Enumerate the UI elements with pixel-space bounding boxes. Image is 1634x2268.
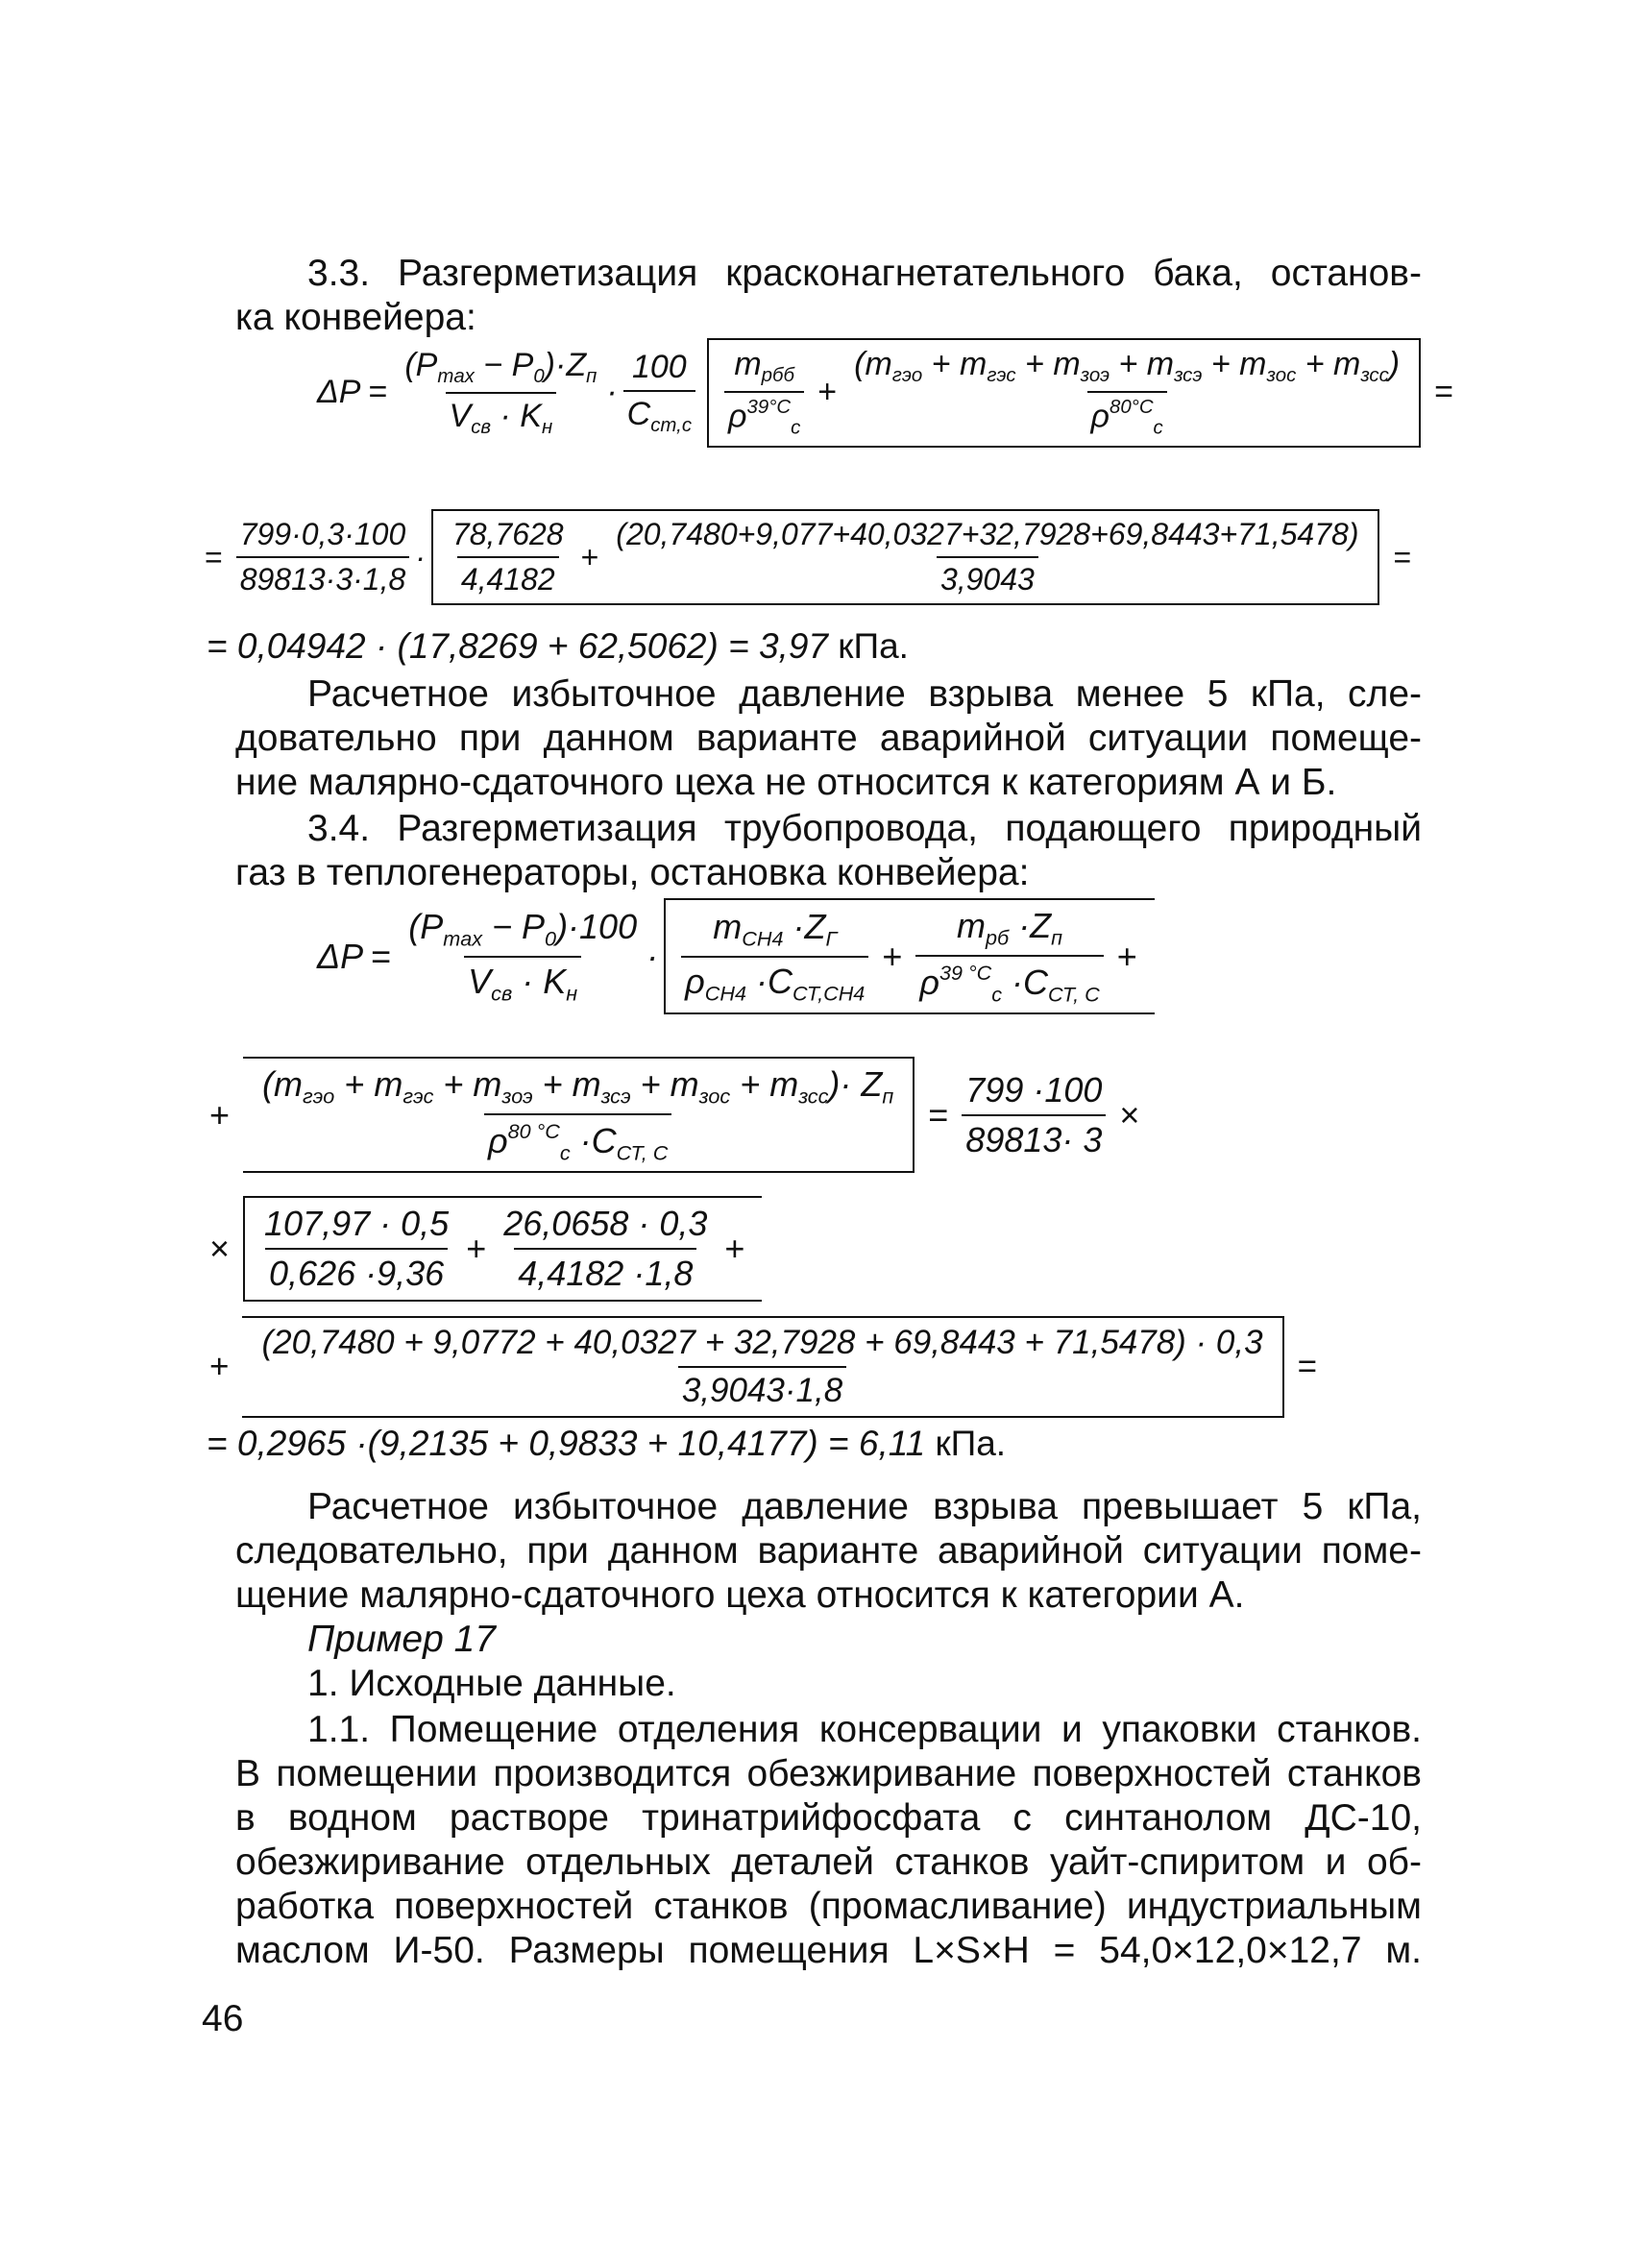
paragraph: Расчетное избыточное давление взрыва менее 5 кПа, сле- bbox=[307, 673, 1422, 715]
paragraph: щение малярно-сдаточного цеха относится к категории А. bbox=[235, 1574, 1245, 1616]
formula-1-numeric: = $\frac{799\cdot 0,3\cdot 100}{89813\cdot 3\cdot 1,8}$ · $\frac{78,7628}{4,4182}$ + $\frac{(20,7480+9,077+40,0327+32,7928+69,8443+71,5478)}{3,9043}$ = bbox=[197, 509, 1419, 605]
formula-5: + (20,7480 + 9,0772 + 40,0327 + 32,7928 + 69,8443 + 71,5478) · 0,3 3,9043·1,8 = bbox=[202, 1316, 1325, 1418]
fraction: $\frac{m_{CH4} \cdot Z_Г}{\rho_{CH4} \cdot C_{СТ,CH4}}$ bbox=[681, 907, 868, 1006]
fraction: $\frac{(m_{гэо} + m_{гэс} + m_{зоэ} + m_{зсэ} + m_{зос} + m_{зсс})}{\rho^{80^\circ С}_с}$ bbox=[854, 346, 1401, 439]
paragraph: ние малярно-сдаточного цеха не относится к категориям А и Б. bbox=[235, 762, 1337, 803]
fraction: $\frac{(m_{гэо} + m_{гэс} + m_{зоэ} + m_{зсэ} + m_{зос} + m_{зсс})\cdot Z_п}{\rho^{80 ^\circ C}_с \cdot C_{СТ, С}}$ bbox=[262, 1064, 894, 1165]
paragraph: маслом И-50. Размеры помещения L×S×H = 54,0×12,0×12,7 м. bbox=[235, 1930, 1422, 1971]
fraction: (20,7480 + 9,0772 + 40,0327 + 32,7928 + 69,8443 + 71,5478) · 0,3 3,9043·1,8 bbox=[261, 1324, 1263, 1409]
section-3-3-heading-cont bbox=[235, 296, 1422, 340]
fraction: $\frac{m_{рбб}}{\rho^{39^\circ С}_с}$ bbox=[724, 346, 804, 440]
formula-4: × $\frac{107,97 \cdot 0,5}{0,626 \cdot 9,36}$ + $\frac{26,0658 \cdot 0,3}{4,4182 \cdot 1,8}$ + bbox=[202, 1196, 768, 1302]
formula-lhs: ΔP bbox=[317, 374, 361, 411]
fraction: $\frac{799\cdot 0,3\cdot 100}{89813\cdot 3\cdot 1,8}$ bbox=[236, 517, 410, 597]
square-bracket bbox=[243, 1057, 915, 1173]
section-3-4-heading: 3.4. Разгерметизация трубопровода, подающего природный bbox=[307, 808, 1422, 849]
paragraph: обезжиривание отдельных деталей станков уайт-спиритом и об- bbox=[235, 1841, 1422, 1883]
paragraph: В помещении производится обезжиривание поверхностей станков bbox=[235, 1753, 1422, 1794]
fraction: $\frac{100}{C_{ст,с}}$ bbox=[623, 349, 695, 437]
fraction: $\frac{(P_{max} - P_0)\cdot 100}{V_{св} \cdot K_н}$ bbox=[408, 907, 638, 1006]
fraction: $\frac{m_{рб} \cdot Z_п}{\rho^{39 ^\circ C}_с \cdot C_{СТ, С}}$ bbox=[915, 906, 1103, 1007]
square-bracket: $\frac{78,7628}{4,4182}$ + $\frac{(20,7480+9,077+40,0327+32,7928+69,8443+71,5478)}{3,9043}$ bbox=[431, 509, 1380, 605]
text-line: 3.3. Разгерметизация красконагнетательного бака, останов- bbox=[307, 253, 1422, 294]
formula-3: + $\frac{(m_{гэо} + m_{гэс} + m_{зоэ} + m_{зсэ} + m_{зос} + m_{зсс})\cdot Z_п}{\rho^{80 ^\circ C}_с \cdot C_{СТ, С}}$ = $\frac{799 \cdot 100}{89813\cdot 3}$ × bbox=[202, 1057, 1147, 1173]
fraction: $\frac{78,7628}{4,4182}$ bbox=[451, 517, 564, 597]
fraction: $\frac{107,97 \cdot 0,5}{0,626 \cdot 9,36}$ bbox=[264, 1204, 450, 1293]
section-3-4-heading-cont: газ в теплогенераторы, остановка конвейера: bbox=[235, 852, 1030, 893]
square-bracket: $\frac{107,97 \cdot 0,5}{0,626 \cdot 9,36}$ + $\frac{26,0658 \cdot 0,3}{4,4182 \cdot 1,8}$ + bbox=[243, 1196, 762, 1302]
square-bracket bbox=[242, 1316, 1283, 1418]
paragraph: 1.1. Помещение отделения консервации и упаковки станков. bbox=[307, 1709, 1422, 1750]
formula-5-result: = 0,2965 ·(9,2135 + 0,9833 + 10,4177) = 6,11 кПа. bbox=[207, 1424, 1007, 1463]
list-item: 1. Исходные данные. bbox=[307, 1663, 676, 1704]
fraction: $\frac{(P_{max} - P_0)\cdot Z_п}{V_{св} \cdot K_н}$ bbox=[404, 346, 598, 438]
square-bracket: $\frac{m_{рбб}}{\rho^{39^\circ С}_с}$ + $\frac{(m_{гэо} + m_{гэс} + m_{зоэ} + m_{зсэ} + m_{зос} + m_{зсс})}{\rho^{80^\circ С}_с}$ bbox=[707, 338, 1421, 448]
paragraph: довательно при данном варианте аварийной ситуации помеще- bbox=[235, 718, 1422, 759]
page-number: 46 bbox=[202, 1998, 244, 2039]
fraction: $\frac{(20,7480+9,077+40,0327+32,7928+69,8443+71,5478)}{3,9043}$ bbox=[616, 517, 1359, 597]
text-line: ка конвейера: bbox=[235, 297, 476, 338]
fraction: $\frac{799 \cdot 100}{89813\cdot 3}$ bbox=[962, 1070, 1106, 1160]
paragraph: работка поверхностей станков (промасливание) индустриальным bbox=[235, 1886, 1422, 1927]
formula-2: ΔP = $\frac{(P_{max} - P_0)\cdot 100}{V_{св} \cdot K_н}$ · $\frac{m_{CH4} \cdot Z_Г}{\rho_{CH4} \cdot C_{СТ,CH4}}$ + $\frac{m_{рб} \cdot Z_п}{\rho^{39 ^\circ C}_с \cdot C_{СТ, С}}$ + bbox=[317, 898, 1160, 1014]
section-3-3-heading bbox=[235, 252, 1422, 296]
paragraph: Расчетное избыточное давление взрыва превышает 5 кПа, bbox=[307, 1486, 1422, 1527]
example-heading: Пример 17 bbox=[307, 1619, 496, 1660]
formula-1: ΔP = $\frac{(P_{max} - P_0)\cdot Z_п}{V_{св} \cdot K_н}$ · $\frac{100}{C_{ст,с}}$ $\frac{m_{рбб}}{\rho^{39^\circ С}_с}$ + $\frac{(m_{гэо} + m_{гэс} + m_{зоэ} + m_{зсэ} + m_{зос} + m_{зсс})}{\rho^{80^\circ С}_с}$ = bbox=[317, 338, 1461, 448]
square-bracket: $\frac{m_{CH4} \cdot Z_Г}{\rho_{CH4} \cdot C_{СТ,CH4}}$ + $\frac{m_{рб} \cdot Z_п}{\rho^{39 ^\circ C}_с \cdot C_{СТ, С}}$ + bbox=[664, 898, 1155, 1014]
paragraph: следовательно, при данном варианте аварийной ситуации поме- bbox=[235, 1530, 1422, 1572]
fraction: $\frac{26,0658 \cdot 0,3}{4,4182 \cdot 1,8}$ bbox=[503, 1204, 708, 1293]
formula-1-result: = 0,04942 · (17,8269 + 62,5062) = 3,97 кПа. bbox=[207, 626, 909, 666]
paragraph: в водном растворе тринатрийфосфата с синтанолом ДС-10, bbox=[235, 1797, 1422, 1839]
